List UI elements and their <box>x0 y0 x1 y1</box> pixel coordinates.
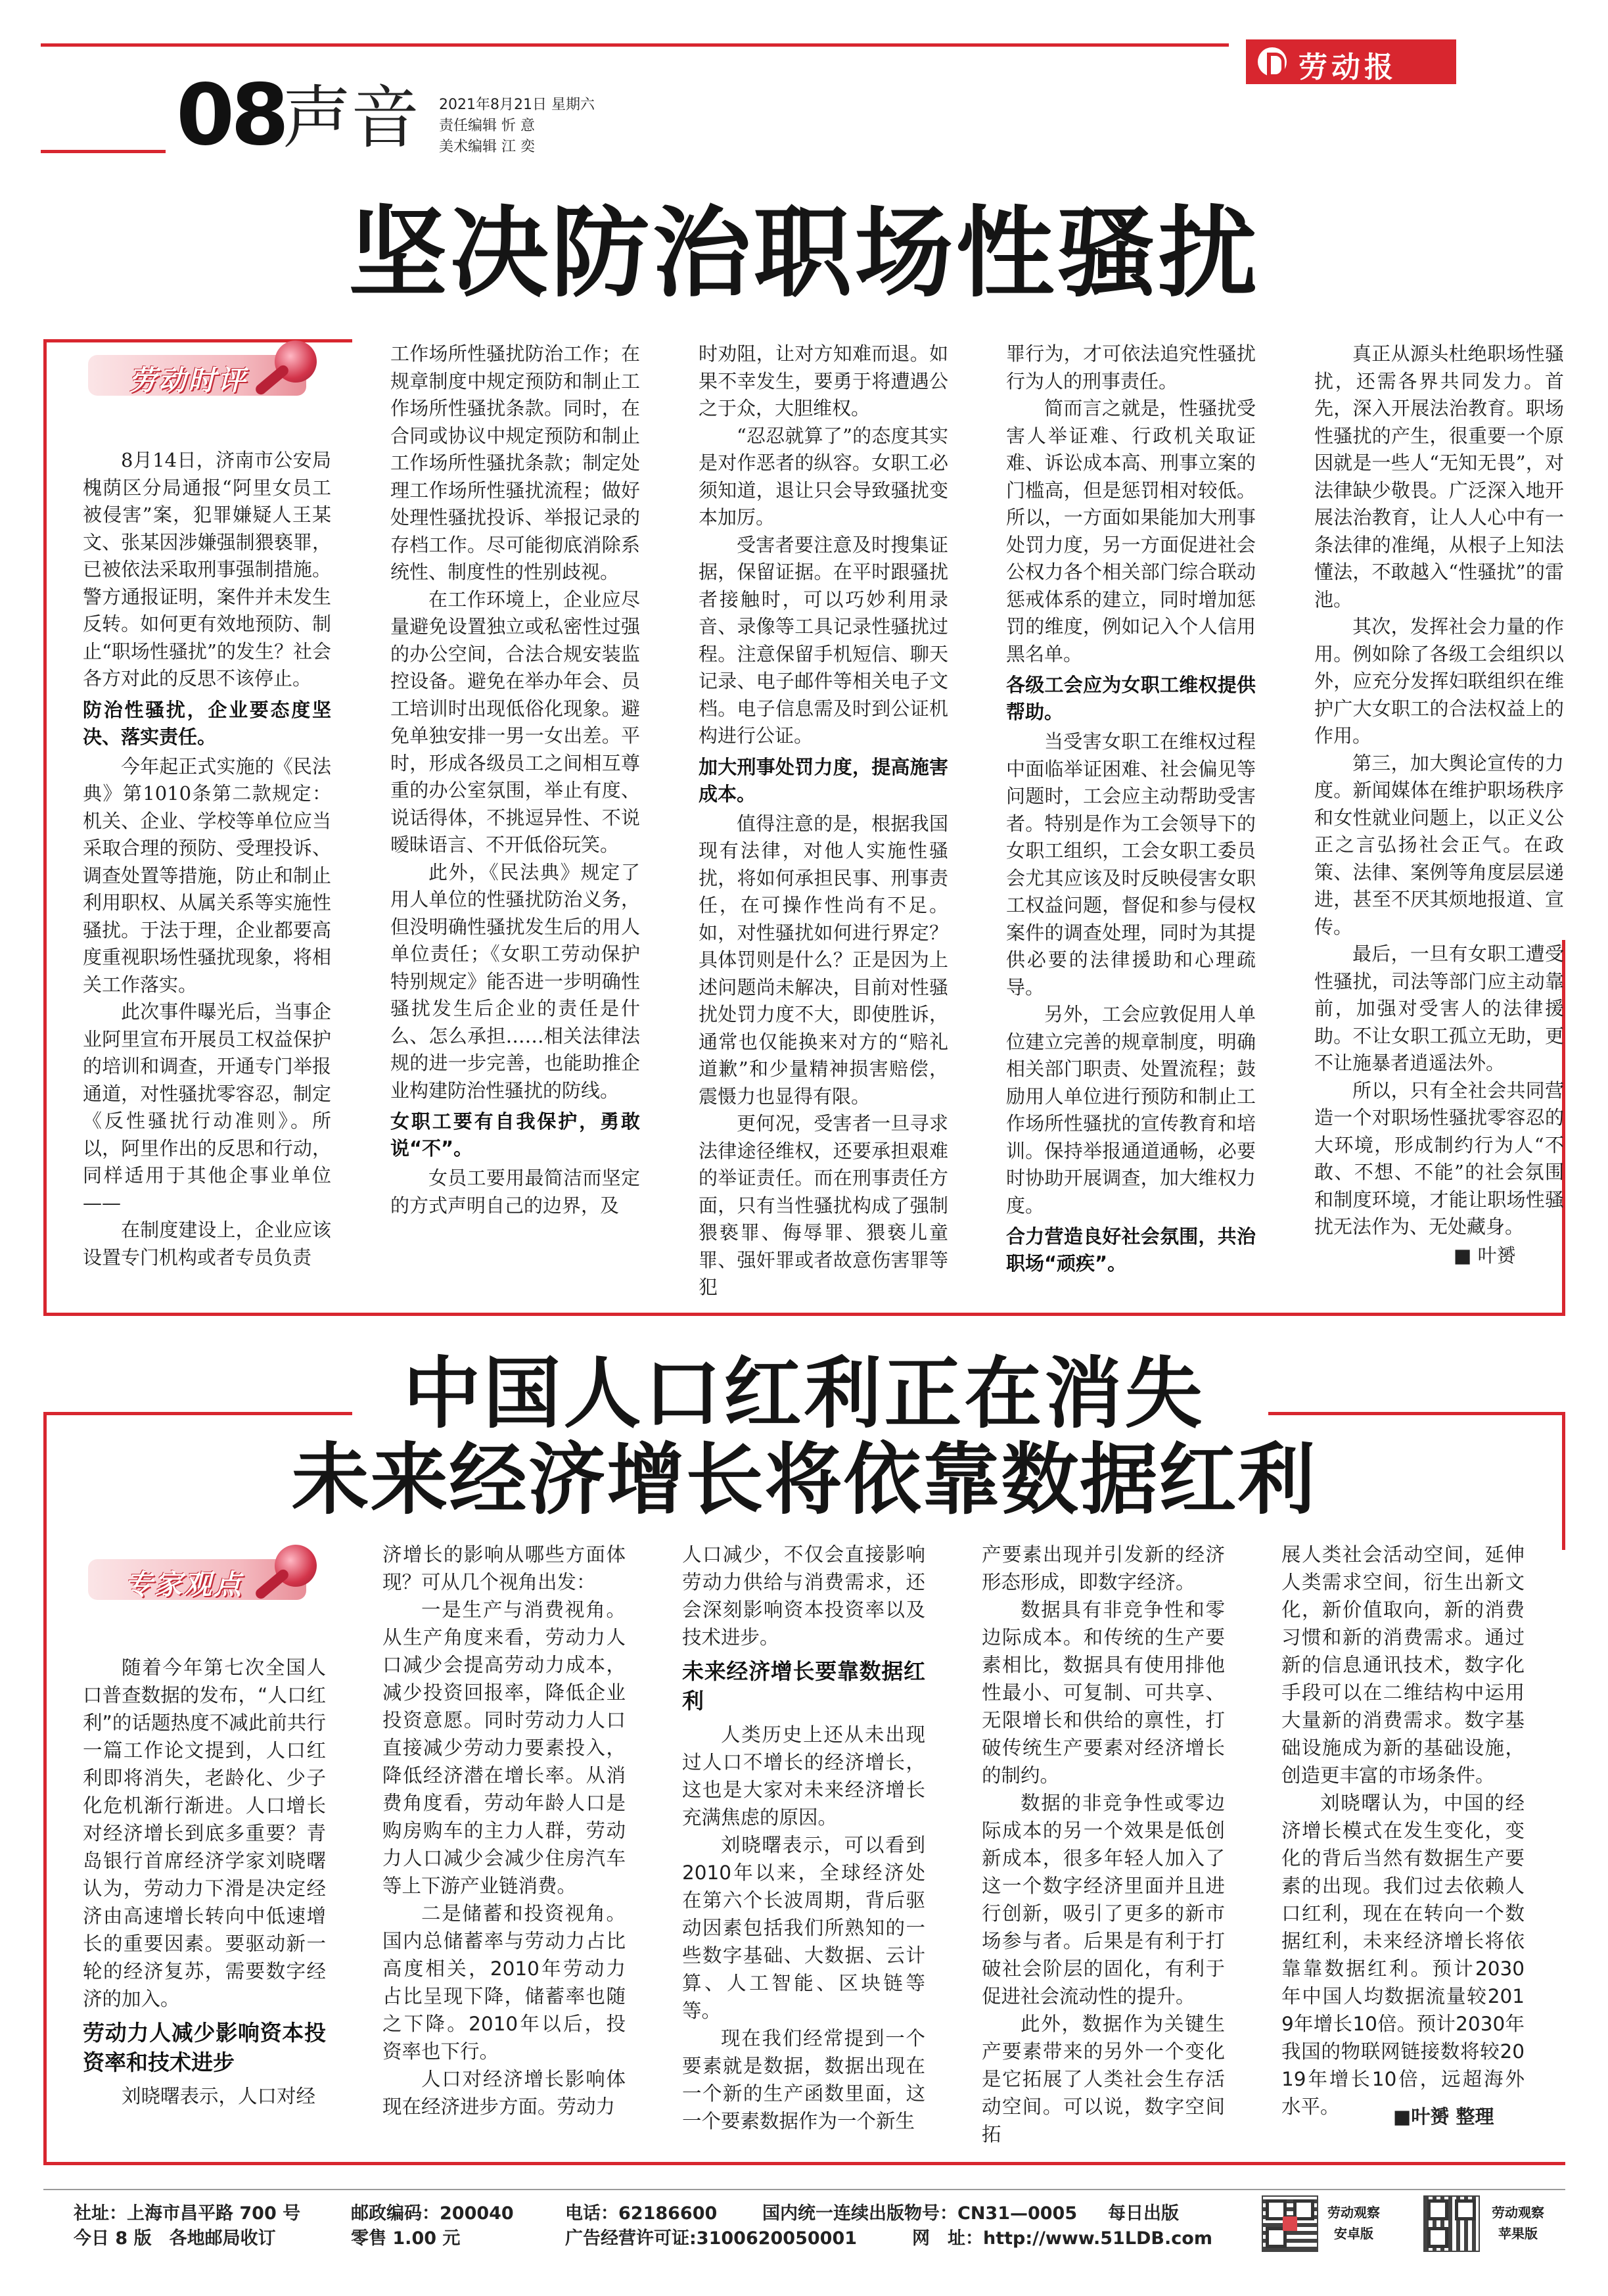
paragraph: 工作场所性骚扰防治工作；在规章制度中规定预防和制止工作场所性骚扰条款。同时，在合同或协议中规定预防和制止工作场所性骚扰条款；制定处理工作场所性骚扰流程；做好处理性骚扰投诉、举报记录的存档工作。尽可能彻底消除系统性、制度性的性别歧视。 <box>390 342 640 583</box>
paragraph: 人类历史上还从未出现过人口不增长的经济增长，这也是大家对未来经济增长充满焦虑的原因。 <box>682 1723 925 1829</box>
qr2-label2: 苹果版 <box>1498 2226 1538 2241</box>
article2-column-1 <box>83 1654 326 2110</box>
paragraph: 受害者要注意及时搜集证据，保留证据。在平时跟骚扰者接触时，可以巧妙利用录音、录像等工具记录性骚扰过程。注意保留手机短信、聊天记录、电子邮件等相关电子文档。电子信息需及时到公证机构进行公证。 <box>699 533 948 747</box>
article2-column-4 <box>982 1541 1225 2148</box>
paragraph: 当受害女职工在维权过程中面临举证困难、社会偏见等问题时，工会应主动帮助受害者。特别是作为工会领导下的女职工组织，工会女职工委员会尤其应该及时反映侵害女职工权益问题，督促和参与侵权案件的调查处理，同时为其提供必要的法律援助和心理疏导。 <box>1006 730 1256 998</box>
article1-column-3 <box>699 340 948 1301</box>
article1-column-2 <box>390 340 640 1219</box>
editor-line: 责任编辑 忻 意 <box>439 118 535 134</box>
article2-headline-line1: 中国人口红利正在消失 <box>403 1347 1205 1439</box>
paragraph: 现在我们经常提到一个要素就是数据，数据出现在一个新的生产函数里面，这一个要素数据作为一个新生 <box>682 2027 925 2132</box>
footer-issn: 国内统一连续出版物号：CN31—0005 <box>762 2203 1078 2224</box>
article2-column-2 <box>382 1541 626 2120</box>
article2-headline-line2: 未来经济增长将依靠数据红利 <box>291 1434 1317 1525</box>
paragraph: 罪行为，才可依法追究性骚扰行为人的刑事责任。 <box>1006 342 1256 392</box>
paragraph: 人口减少，不仅会直接影响劳动力供给与消费需求，还会深刻影响资本投资率以及技术进步。 <box>682 1543 925 1649</box>
qr2-label1: 劳动观察 <box>1492 2205 1544 2220</box>
paper-logo-block <box>1246 39 1456 84</box>
qr-code-android[interactable] <box>1262 2195 1318 2252</box>
article1-tag-text: 劳动时评 <box>129 364 248 396</box>
paragraph: 今年起正式实施的《民法典》第1010条第二款规定：机关、企业、学校等单位应当采取合理的预防、受理投诉、调查处置等措施，防止和制止利用职权、从属关系等实施性骚扰。于法于理，企业都要高度重视职场性骚扰现象，将相关工作落实。 <box>83 755 331 996</box>
paragraph: 第三，加大舆论宣传的力度。新闻媒体在维护职场秩序和女性就业问题上，以正义公正之言弘扬社会正气。在政策、法律、案例等角度层层递进，甚至不厌其烦地报道、宣传。 <box>1314 751 1564 938</box>
masthead-rule-left <box>41 150 166 153</box>
paragraph: 时劝阻，让对方知难而退。如果不幸发生，要勇于将遭遇公之于众，大胆维权。 <box>699 342 948 419</box>
subheading: 合力营造良好社会氛围，共治职场“顽疾”。 <box>1006 1225 1256 1275</box>
footer-website: 网 址：http://www.51LDB.com <box>912 2228 1212 2249</box>
paragraph: 此次事件曝光后，当事企业阿里宣布开展员工权益保护的培训和调查，开通专门举报通道，对性骚扰零容忍，制定《反性骚扰行动准则》。所以，阿里作出的反思和行动，同样适用于其他企事业单位—— <box>83 1000 331 1214</box>
footer-daily: 每日出版 <box>1108 2203 1179 2224</box>
footer-rule <box>43 2189 1565 2190</box>
article2-column-3 <box>682 1541 925 2135</box>
paragraph: 刘晓曙表示，人口对经 <box>122 2085 316 2107</box>
logo-icon <box>1258 47 1287 76</box>
paragraph: 数据的非竞争性或零边际成本的另一个效果是低创新成本，很多年轻人加入了这一个数字经济里面并且进行创新，吸引了更多的新市场参与者。后果是有利于打破社会阶层的固化，有利于促进社会流动性的提升。 <box>982 1792 1225 2007</box>
paragraph: “忍忍就算了”的态度其实是对作恶者的纵容。女职工必须知道，退让只会导致骚扰变本加厉。 <box>699 424 948 528</box>
paragraph: 刘晓曙认为，中国的经济增长模式在发生变化，变化的背后当然有数据生产要素的出现。我们过去依赖人口红利，现在在转向一个数据红利，未来经济增长将依靠靠数据红利。预计2030年中国人均数据流量较2019年增长10倍。预计2030年我国的物联网链接数将较2019年增长10倍，远超海外水平。 <box>1281 1792 1525 2118</box>
top-rule <box>41 43 1229 47</box>
paragraph: 值得注意的是，根据我国现有法律，对他人实施性骚扰，将如何承担民事、刑事责任，在可操作性尚有不足。如，对性骚扰如何进行界定？具体罚则是什么？正是因为上述问题尚未解决，目前对性骚扰处罚力度不大，即使胜诉，通常也仅能换来对方的“赔礼道歉”和少量精神损害赔偿，震慑力也显得有限。 <box>699 812 948 1108</box>
article1-column-5 <box>1314 340 1564 1241</box>
footer-address: 社址：上海市昌平路 700 号 <box>74 2203 301 2224</box>
subheading: 劳动力人减少影响资本投资率和技术进步 <box>83 2020 326 2075</box>
article1-frame-top <box>43 339 352 342</box>
paper-logo: 劳动报 <box>1298 51 1397 84</box>
paragraph: 另外，工会应敦促用人单位建立完善的规章制度，明确相关部门职责、处置流程；鼓励用人单位进行预防和制止工作场所性骚扰的宣传教育和培训。保持举报通道通畅，必要时协助开展调查，加大维权力度。 <box>1006 1003 1256 1217</box>
paragraph: 女员工要用最简洁而坚定的方式声明自己的边界，及 <box>390 1167 640 1217</box>
paragraph: 此外，数据作为关键生产要素带来的另外一个变化是它拓展了人类社会生存活动空间。可以说，数字空间拓 <box>982 2013 1225 2145</box>
paragraph: 简而言之就是，性骚扰受害人举证难、行政机关取证难、诉讼成本高、刑事立案的门槛高，但是惩罚相对较低。所以，一方面如果能加大刑事处罚力度，另一方面促进社会公权力各个相关部门综合联动惩戒体系的建立，同时增加惩罚的维度，例如记入个人信用黑名单。 <box>1006 397 1256 665</box>
subheading: 女职工要有自我保护，勇敢说“不”。 <box>390 1110 640 1160</box>
paragraph: 二是储蓄和投资视角。国内总储蓄率与劳动力占比高度相关，2010年劳动力占比呈现下降，储蓄率也随之下降。2010年以后，投资率也下行。 <box>382 1902 626 2063</box>
article1-frame-left <box>43 339 47 1316</box>
article2-column-5 <box>1281 1541 1525 2120</box>
article1-frame-bottom <box>43 1313 1565 1316</box>
paragraph: 其次，发挥社会力量的作用。例如除了各级工会组织以外，应充分发挥妇联组织在维护广大女职工的合法权益上的作用。 <box>1314 615 1564 747</box>
footer-phone: 电话：62186600 <box>565 2203 718 2224</box>
date-line: 2021年8月21日 星期六 <box>439 97 595 113</box>
subheading: 未来经济增长要靠数据红利 <box>682 1658 925 1714</box>
section-name: 声音 <box>283 78 420 158</box>
paragraph: 8月14日，济南市公安局槐荫区分局通报“阿里女员工被侵害”案，犯罪嫌疑人王某文、张某因涉嫌强制猥亵罪，已被依法采取刑事强制措施。警方通报证明，案件并未发生反转。如何更有效地预防、制止“职场性骚扰”的发生？社会各方对此的反思不该停止。 <box>83 449 331 690</box>
paragraph: 随着今年第七次全国人口普查数据的发布，“人口红利”的话题热度不减此前共行一篇工作论文提到，人口红利即将消失，老龄化、少子化危机渐行渐进。人口增长对经济增长到底多重要？青岛银行首席经济学家刘晓曙认为，劳动力下滑是决定经济由高速增长转向中低速增长的重要因素。要驱动新一轮的经济复苏，需要数字经济的加入。 <box>83 1656 326 2010</box>
qr-code-ios[interactable] <box>1423 2195 1480 2252</box>
subheading: 各级工会应为女职工维权提供帮助。 <box>1006 674 1256 723</box>
paragraph: 数据具有非竞争性和零边际成本。和传统的生产要素相比，数据具有使用排他性最小、可复制、可共享、无限增长和供给的禀性，打破传统生产要素对经济增长的制约。 <box>982 1599 1225 1787</box>
article1-column-1 <box>83 447 331 1271</box>
page-number: 08 <box>176 66 286 164</box>
subheading: 加大刑事处罚力度，提高施害成本。 <box>699 755 948 805</box>
paragraph: 真正从源头杜绝职场性骚扰，还需各界共同发力。首先，深入开展法治教育。职场性骚扰的产生，很重要一个原因就是一些人“无知无畏”，对法律缺少敬畏。广泛深入地开展法治教育，让人人心中有一条法律的准绳，从根子上知法懂法，不敢越入“性骚扰”的雷池。 <box>1314 342 1564 611</box>
article2-frame-top-right <box>1268 1412 1564 1415</box>
footer-today: 今日 8 版 各地邮局收订 <box>74 2228 276 2249</box>
article2-frame-left <box>43 1412 47 2165</box>
article2-frame-bottom <box>43 2162 1565 2165</box>
article1-column-4 <box>1006 340 1256 1280</box>
article2-byline: ■叶赟 整理 <box>1393 2105 1494 2128</box>
footer-postcode: 邮政编码：200040 <box>351 2203 514 2224</box>
qr1-label2: 安卓版 <box>1334 2226 1373 2241</box>
paragraph: 更何况，受害者一旦寻求法律途径维权，还要承担艰难的举证责任。而在刑事责任方面，只有当性骚扰构成了强制猥亵罪、侮辱罪、猥亵儿童罪、强奸罪或者故意伤害罪等犯 <box>699 1112 948 1298</box>
paragraph: 一是生产与消费视角。从生产角度来看，劳动力人口减少会提高劳动力成本，减少投资回报率，降低企业投资意愿。同时劳动力人口直接减少劳动力要素投入，降低经济潜在增长率。从消费角度看，劳动年龄人口是购房购车的主力人群，劳动力人口减少会减少住房汽车等上下游产业链消费。 <box>382 1599 626 1897</box>
paragraph: 人口对经济增长影响体现在经济进步方面。劳动力 <box>382 2068 626 2118</box>
paragraph: 此外，《民法典》规定了用人单位的性骚扰防治义务，但没明确性骚扰发生后的用人单位责任；《女职工劳动保护特别规定》能否进一步明确性骚扰发生后企业的责任是什么、怎么承担……相关法律法规的进一步完善，也能助推企业构建防治性骚扰的防线。 <box>390 860 640 1102</box>
paragraph: 在工作环境上，企业应尽量避免设置独立或私密性过强的办公空间，合法合规安装监控设备。避免在举办年会、员工培训时出现低俗化现象。避免单独安排一男一女出差。平时，形成各级员工之间相互尊重的办公室氛围，举止有度、说话得体，不挑逗异性、不说暧昧语言、不开低俗玩笑。 <box>390 588 640 856</box>
paragraph: 在制度建设上，企业应该设置专门机构或者专员负责 <box>83 1219 331 1269</box>
subheading: 防治性骚扰，企业要态度坚决、落实责任。 <box>83 698 331 748</box>
article2-frame-top <box>43 1412 352 1415</box>
art-editor-line: 美术编辑 江 奕 <box>439 139 535 155</box>
footer-price: 零售 1.00 元 <box>351 2228 461 2249</box>
paragraph: 刘晓曙表示，可以看到2010年以来，全球经济处在第六个长波周期，背后驱动因素包括我们所熟知的一些数字基础、大数据、云计算、人工智能、区块链等等。 <box>682 1834 925 2022</box>
qr1-label1: 劳动观察 <box>1327 2205 1380 2220</box>
paragraph: 展人类社会活动空间，延伸人类需求空间，衍生出新文化，新价值取向，新的消费习惯和新的消费需求。通过新的信息通讯技术，数字化手段可以在二维结构中运用大量新的消费需求。数字基础设施成为新的基础设施，创造更丰富的市场条件。 <box>1281 1543 1525 1787</box>
article2-tag-text: 专家观点 <box>125 1568 244 1601</box>
paragraph: 所以，只有全社会共同营造一个对职场性骚扰零容忍的大环境，形成制约行为人“不敢、不想、不能”的社会氛围和制度环境，才能让职场性骚扰无法作为、无处藏身。 <box>1314 1079 1564 1238</box>
article2-frame-right <box>1562 1412 1565 1550</box>
paragraph: 最后，一旦有女职工遭受性骚扰，司法等部门应主动靠前，加强对受害人的法律援助。不让女职工孤立无助，更不让施暴者逍遥法外。 <box>1314 943 1564 1074</box>
article1-byline: ■ 叶赟 <box>1454 1244 1516 1267</box>
footer-ad-license: 广告经营许可证:3100620050001 <box>565 2228 858 2249</box>
paragraph: 产要素出现并引发新的经济形态形成，即数字经济。 <box>982 1543 1225 1593</box>
paragraph: 济增长的影响从哪些方面体现？可从几个视角出发： <box>382 1543 626 1593</box>
article1-headline: 坚决防治职场性骚扰 <box>348 195 1260 311</box>
